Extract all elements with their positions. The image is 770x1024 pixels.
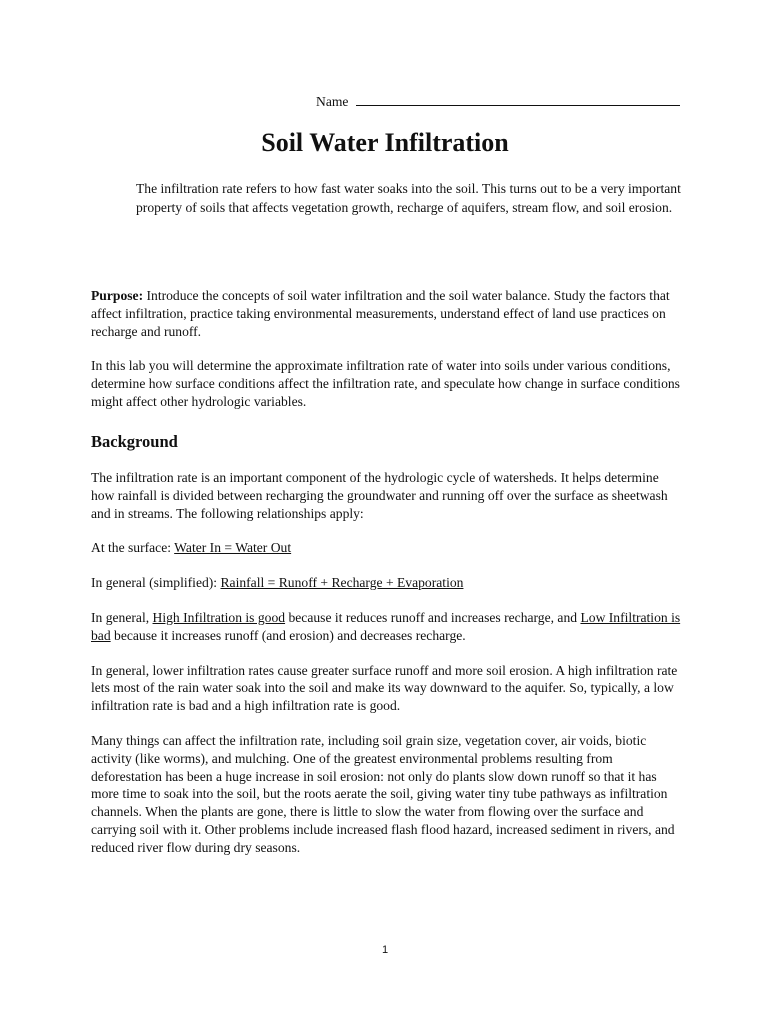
background-paragraph-6: Many things can affect the infiltration rate, including soil grain size, vegetation cover, air voids, biotic activity (like worms), and mulching. One of the greatest environmental problems resulting from deforestation has been a huge increase in soil erosion: not only do plants slow down runoff so that it has more time to soak into the soil, but the roots aerate the soil, giving water tiny tube pathways as infiltration channels. When the plants are gone, there is little to slow the water from flowing over the surface and carrying soil with it. Other problems include increased flash flood hazard, increased sediment in rivers, and reduced river flow during dry seasons. [91, 732, 675, 855]
low-infiltration-bad: Low Infiltration is bad [91, 609, 681, 643]
background-heading: Background [91, 432, 178, 451]
surface-prefix: At the surface: [91, 540, 175, 556]
surface-relationship [91, 539, 681, 557]
background-paragraph-1: The infiltration rate is an important component of the hydrologic cycle of watersheds. It helps determine how rainfall is divided between recharging the groundwater and running off over the surface as sheetwash and in streams. The following relationships apply: [91, 470, 668, 521]
infiltration-good-bad [91, 609, 681, 645]
background-paragraph-5: In general, lower infiltration rates cause greater surface runoff and more soil erosion. A high infiltration rate lets most of the rain water soak into the soil and make its way downward to the aquifer. So, typically, a low infiltration rate is bad and a high infiltration rate is good. [91, 662, 678, 714]
general-equation: Rainfall = Runoff + Recharge + Evaporation [220, 575, 464, 591]
high-infiltration-good: High Infiltration is good [152, 609, 286, 625]
intro-paragraph: The infiltration rate refers to how fast water soaks into the soil. This turns out to be a very important property of soils that affects vegetation growth, recharge of aquifers, stream flow, and soil erosion. [136, 181, 681, 215]
good-mid: because it reduces runoff and increases recharge, and [285, 609, 581, 625]
surface-equation: Water In = Water Out [174, 540, 292, 556]
general-prefix: In general (simplified): [91, 575, 221, 591]
purpose-text: Introduce the concepts of soil water infiltration and the soil water balance. Study the factors that affect infiltration, practice taking environmental measurements, understand effect of land use practices on recharge and runoff. [91, 288, 670, 339]
name-label: Name [316, 94, 349, 109]
name-line [316, 92, 680, 110]
page-title: Soil Water Infiltration [261, 128, 509, 157]
purpose-paragraph [91, 287, 681, 340]
bad-suffix: because it increases runoff (and erosion) and decreases recharge. [110, 627, 466, 643]
good-prefix: In general, [91, 609, 153, 625]
background-section [91, 432, 681, 874]
purpose-section [91, 287, 681, 428]
page-number: 1 [381, 944, 389, 956]
lab-paragraph: In this lab you will determine the approximate infiltration rate of water into soils under various conditions, determine how surface conditions affect the infiltration rate, and speculate how change in surface conditions might affect other hydrologic variables. [91, 358, 680, 409]
purpose-label: Purpose: [91, 288, 144, 303]
name-blank-field[interactable] [356, 92, 680, 106]
general-relationship [91, 574, 681, 592]
